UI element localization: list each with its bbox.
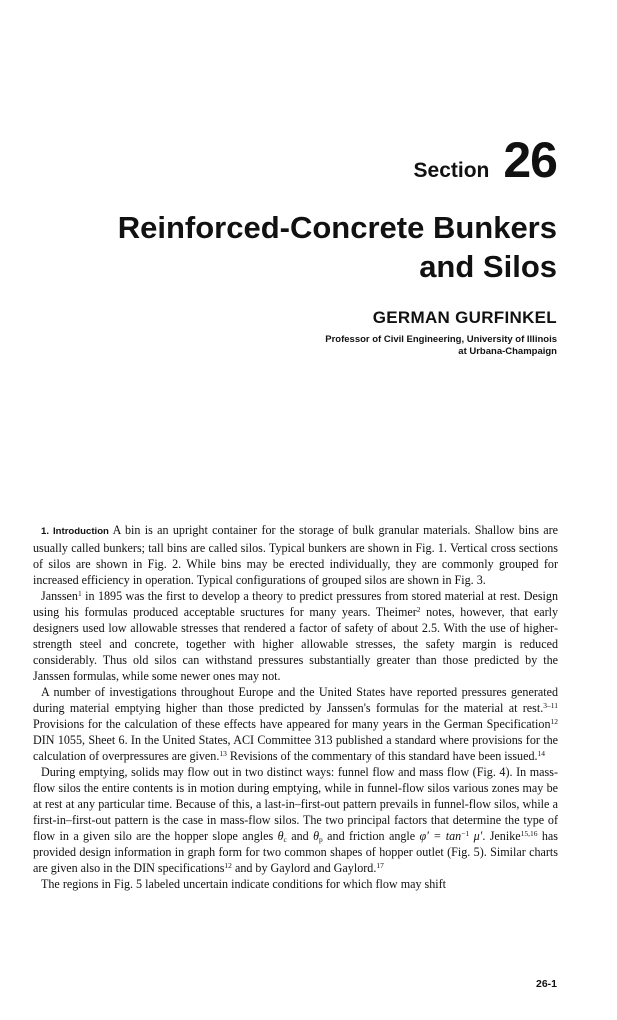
symbol-theta: θ (313, 829, 320, 843)
text-run: Revisions of the commentary of this standard have been issued. (226, 749, 538, 763)
reference-marker: 13 (219, 749, 227, 758)
body-text (33, 522, 558, 892)
section-number: 26 (503, 132, 557, 188)
text-run: and friction angle (322, 829, 420, 843)
reference-marker: 17 (376, 861, 384, 870)
reference-marker: 3–11 (543, 701, 558, 710)
paragraph-emptying (33, 764, 558, 876)
subscript: p (319, 835, 323, 844)
chapter-title (37, 208, 557, 286)
chapter-title-line-1: Reinforced-Concrete Bunkers (117, 210, 557, 245)
paragraph-introduction (33, 522, 558, 588)
page-number: 26-1 (535, 978, 557, 990)
reference-marker: 2 (416, 605, 421, 614)
paragraph-investigations (33, 684, 558, 764)
reference-marker: 12 (224, 861, 232, 870)
subscript: c (283, 835, 287, 844)
text-run: has provided design information in graph form for two common shapes of hopper outlet (Fig. 5). Similar charts are given also in the DIN specifications (33, 829, 558, 875)
superscript: −1 (461, 829, 470, 838)
reference-marker: 14 (537, 749, 546, 758)
text-run: The regions in Fig. 5 labeled uncertain indicate conditions for which flow may shift (41, 877, 447, 891)
text-run: and (286, 829, 314, 843)
affiliation-line-1: Professor of Civil Engineering, University of Illinois (325, 334, 557, 345)
text-run: and by Gaylord and Gaylord. (231, 861, 377, 875)
symbol-theta: θ (277, 829, 284, 843)
author-name: GERMAN GURFINKEL (372, 308, 557, 327)
reference-marker: 1 (77, 589, 82, 598)
text-run: Provisions for the calculation of these effects have appeared for many years in the German Specification (33, 717, 551, 731)
paragraph-regions (33, 876, 558, 892)
symbol-phi: φ′ = tan (419, 829, 462, 843)
text-run: During emptying, solids may flow out in two distinct ways: funnel flow and mass flow (Fig. 4). In mass-flow silos the entire contents is in motion during emptying, while in funnel-flow silos various zones may be at rest at any particular time. Because of this, a last-in–first-out pattern prevails in funnel-flow silos, while a first-in–first-out pattern is the case in mass-flow silos. The two principal factors that determine the type of flow in a given silo are the hopper slope angles (33, 765, 558, 843)
affiliation-line-2: at Urbana-Champaign (458, 346, 557, 357)
chapter-title-line-2: and Silos (419, 249, 557, 284)
text-run: . Jenike (482, 829, 521, 843)
run-in-heading: 1. Introduction (41, 526, 109, 537)
text-run: DIN 1055, Sheet 6. In the United States, ACI Committee 313 published a standard where provisions for the calculation of overpressures are given. (33, 733, 558, 763)
paragraph-janssen (33, 588, 558, 684)
reference-marker: 12 (550, 717, 558, 726)
text-run: notes, however, that early designers used low allowable stresses that rendered a factor of safety of about 2.5. With the use of higher-strength steel and concrete, together with higher allowable stresses, the safety margin is reduced considerably. Thus old silos can withstand pressures substantially greater than those predicted by the Janssen formulas, while some newer ones may not. (33, 605, 558, 683)
text-run: in 1895 was the first to develop a theory to predict pressures from stored material at rest. Design using his formulas produced acceptable sructures for many years. Theimer (33, 589, 558, 619)
paragraph-text: A bin is an upright container for the storage of bulk granular materials. Shallow bins are usually called bunkers; tall bins are called silos. Typical bunkers are shown in Fig. 1. Vertical cross sections of silos are shown in Fig. 2. While bins may be erected individually, they are commonly grouped for increased efficiency in operation. Typical configurations of grouped silos are shown in Fig. 3. (33, 523, 558, 587)
text-run: A number of investigations throughout Europe and the United States have reported pressures generated during material emptying higher than those predicted by Janssen's formulas for the material at rest. (33, 685, 558, 715)
section-heading (413, 132, 557, 188)
symbol-mu: μ′ (469, 829, 483, 843)
section-label: Section (413, 159, 490, 182)
reference-marker: 15,16 (520, 829, 538, 838)
author-affiliation (325, 334, 557, 358)
text-run: Janssen (41, 589, 78, 603)
